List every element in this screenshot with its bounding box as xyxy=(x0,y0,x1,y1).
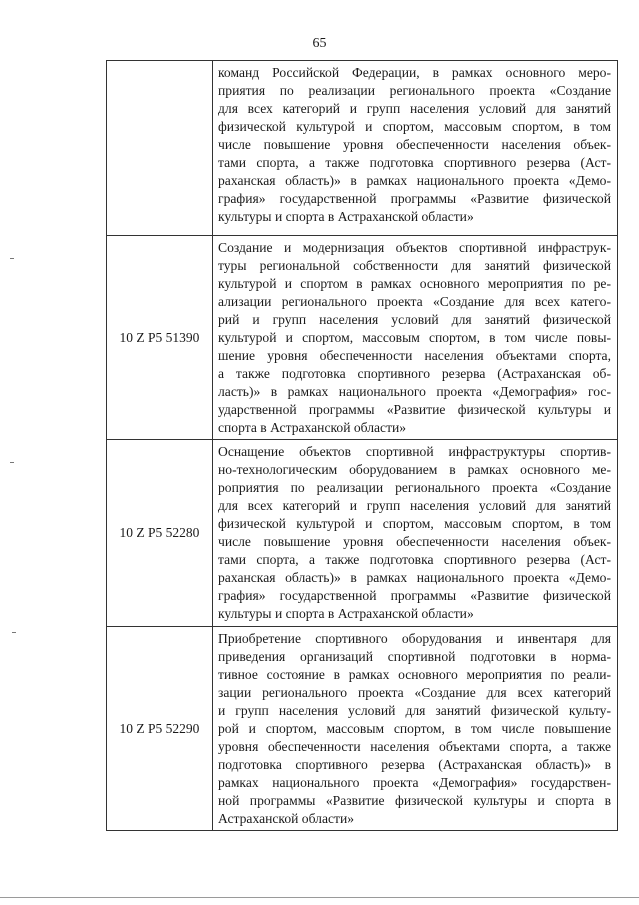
description-line: а также подготовка спортивного резерва (Астраханская об- xyxy=(218,366,611,381)
description-line: Оснащение объектов спортивной инфраструктуры спортив- xyxy=(218,444,611,459)
code-cell: 10 Z P5 52290 xyxy=(107,627,213,831)
description-line: шение уровня обеспеченности населения объектами спорта, xyxy=(218,348,611,363)
table-row xyxy=(107,440,618,627)
description-line: Создание и модернизация объектов спортивной инфраструк- xyxy=(218,240,611,255)
scan-speck xyxy=(10,462,14,463)
table-body xyxy=(107,61,618,831)
table-row xyxy=(107,236,618,440)
description-line: команд Российской Федерации, в рамках основного меро- xyxy=(218,65,611,80)
table-row xyxy=(107,61,618,236)
description-line: зации регионального проекта «Создание для всех категорий xyxy=(218,685,611,700)
description-line: роприятия по реализации регионального проекта «Создание xyxy=(218,480,611,495)
description-line: Астраханской области» xyxy=(218,811,355,826)
description-line: приведения организаций спортивной подготовки в норма- xyxy=(218,649,611,664)
description-line: физической культурой и спортом, массовым спортом, в том xyxy=(218,516,611,531)
description-line: и групп населения условий для занятий физической культу- xyxy=(218,703,611,718)
code-cell: 10 Z P5 52280 xyxy=(107,440,213,627)
description-line: ласть)» в рамках национального проекта «Демография» гос- xyxy=(218,384,611,399)
description-cell xyxy=(213,627,618,831)
description-line: ударственной программы «Развитие физической культуры и xyxy=(218,402,611,417)
description-line: культурой и спортом в рамках основного мероприятия по ре- xyxy=(218,276,611,291)
description-line: раханская область)» в рамках национального проекта «Демо- xyxy=(218,173,611,188)
description-line: подготовка спортивного резерва (Астраханская область)» в xyxy=(218,757,611,772)
bottom-scan-edge xyxy=(0,897,639,898)
scan-speck xyxy=(10,258,14,259)
description-line: но-технологическим оборудованием в рамках основного ме- xyxy=(218,462,611,477)
description-line: рий и групп населения условий для занятий физической xyxy=(218,312,611,327)
description-line: спорта в Астраханской области» xyxy=(218,420,407,435)
description-line: Приобретение спортивного оборудования и инвентаря для xyxy=(218,631,611,646)
scan-speck xyxy=(12,632,16,633)
description-line: ализации регионального проекта «Создание для всех катего- xyxy=(218,294,611,309)
description-line: культурой и спортом, массовым спортом, в том числе повы- xyxy=(218,330,611,345)
description-line: рой и спортом, массовым спортом, в том числе повышение xyxy=(218,721,611,736)
description-line: физической культурой и спортом, массовым спортом, в том xyxy=(218,119,611,134)
description-line: раханская область)» в рамках национального проекта «Демо- xyxy=(218,570,611,585)
description-line: графия» государственной программы «Развитие физической xyxy=(218,191,611,206)
description-cell xyxy=(213,440,618,627)
description-line: культуры и спорта в Астраханской области» xyxy=(218,606,474,621)
description-line: тами спорта, а также подготовка спортивного резерва (Аст- xyxy=(218,552,611,567)
page-number: 65 xyxy=(312,36,327,51)
code-cell xyxy=(107,61,213,236)
description-line: культуры и спорта в Астраханской области» xyxy=(218,209,474,224)
description-line: числе повышение уровня обеспеченности населения объек- xyxy=(218,137,611,152)
description-cell xyxy=(213,236,618,440)
description-line: ной программы «Развитие физической культуры и спорта в xyxy=(218,793,611,808)
description-line: для всех категорий и групп населения условий для занятий xyxy=(218,101,611,116)
description-line: приятия по реализации регионального проекта «Создание xyxy=(218,83,611,98)
table-row xyxy=(107,627,618,831)
description-line: тами спорта, а также подготовка спортивного резерва (Аст- xyxy=(218,155,611,170)
description-line: для всех категорий и групп населения условий для занятий xyxy=(218,498,611,513)
description-line: рамках национального проекта «Демография» государствен- xyxy=(218,775,611,790)
description-line: графия» государственной программы «Развитие физической xyxy=(218,588,611,603)
description-line: уровня обеспеченности населения объектами спорта, а также xyxy=(218,739,611,754)
description-line: туры региональной собственности для занятий физической xyxy=(218,258,611,273)
description-cell xyxy=(213,61,618,236)
budget-classification-table xyxy=(106,60,618,831)
code-cell: 10 Z P5 51390 xyxy=(107,236,213,440)
description-line: тивное состояние в рамках основного мероприятия по реали- xyxy=(218,667,611,682)
description-line: числе повышение уровня обеспеченности населения объек- xyxy=(218,534,611,549)
